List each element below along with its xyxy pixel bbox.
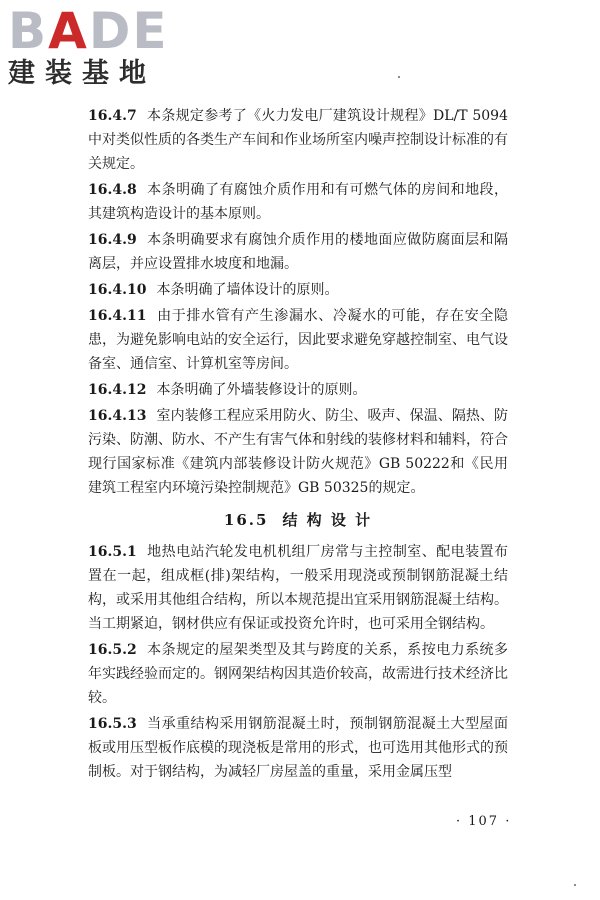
clause-text: 当承重结构采用钢筋混凝土时，预制钢筋混凝土大型屋面板或用压型板作底模的现浇板是常用的形式，也可选用其他形式的预制板。对于钢结构，为减轻厂房屋盖的重量，采用金属压型 [88, 716, 508, 780]
clause-number: 16.4.9 [88, 232, 137, 248]
clause-number: 16.5.3 [88, 716, 137, 732]
brand-logo [8, 2, 169, 90]
clause-text: 地热电站汽轮发电机机组厂房常与主控制室、配电装置布置在一起，组成框(排)架结构，一般采用现浇或预制钢筋混凝土结构，或采用其他组合结构，所以本规范提出宜采用钢筋混凝土结构。当工期紧迫，钢材供应有保证或投资允许时，也可采用全钢结构。 [88, 544, 508, 632]
logo-mark: BADE [8, 2, 169, 60]
scan-speck [398, 76, 400, 78]
clause-16-4-10 [88, 278, 508, 302]
document-body [88, 104, 508, 786]
clause-number: 16.5.2 [88, 642, 137, 658]
clause-number: 16.4.12 [88, 382, 147, 398]
clause-16-4-12 [88, 378, 508, 402]
clause-16-5-3 [88, 712, 508, 784]
clause-number: 16.4.8 [88, 182, 137, 198]
clause-text: 本条规定的屋架类型及其与跨度的关系，系按电力系统多年实践经验而定的。钢网架结构因其造价较高，故需进行技术经济比较。 [88, 642, 508, 706]
clause-16-5-1 [88, 540, 508, 636]
clause-text: 本条明确要求有腐蚀介质作用的楼地面应做防腐面层和隔离层，并应设置排水坡度和地漏。 [88, 232, 508, 272]
clause-16-4-9 [88, 228, 508, 276]
section-heading [88, 508, 508, 532]
clause-text: 本条规定参考了《火力发电厂建筑设计规程》DL/T 5094中对类似性质的各类生产车间和作业场所室内噪声控制设计标准的有关规定。 [88, 108, 508, 172]
clause-text: 由于排水管有产生渗漏水、冷凝水的可能，存在安全隐患，为避免影响电站的安全运行，因此要求避免穿越控制室、电气设备室、通信室、计算机室等房间。 [88, 308, 508, 372]
clause-number: 16.4.13 [88, 408, 147, 424]
page-number: · 107 · [456, 814, 512, 829]
clause-text: 本条明确了有腐蚀介质作用和有可燃气体的房间和地段，其建筑构造设计的基本原则。 [88, 182, 508, 222]
clause-16-4-7 [88, 104, 508, 176]
clause-text: 室内装修工程应采用防火、防尘、吸声、保温、隔热、防污染、防潮、防水、不产生有害气体和射线的装修材料和辅料，符合现行国家标准《建筑内部装修设计防火规范》GB 50222和《民用建筑工程室内环境污染控制规范》GB 50325的规定。 [88, 408, 508, 496]
section-title: 结 构 设 计 [282, 511, 373, 529]
clause-text: 本条明确了外墙装修设计的原则。 [156, 382, 367, 398]
logo-subtitle: 建装基地 [8, 58, 156, 89]
clause-number: 16.5.1 [88, 544, 137, 560]
clause-text: 本条明确了墙体设计的原则。 [156, 282, 339, 298]
clause-16-5-2 [88, 638, 508, 710]
clause-16-4-11 [88, 304, 508, 376]
clause-16-4-13 [88, 404, 508, 500]
clause-number: 16.4.10 [88, 282, 147, 298]
clause-16-4-8 [88, 178, 508, 226]
section-number: 16.5 [223, 511, 269, 529]
scan-speck [574, 884, 576, 886]
clause-number: 16.4.11 [88, 308, 147, 324]
clause-number: 16.4.7 [88, 108, 137, 124]
